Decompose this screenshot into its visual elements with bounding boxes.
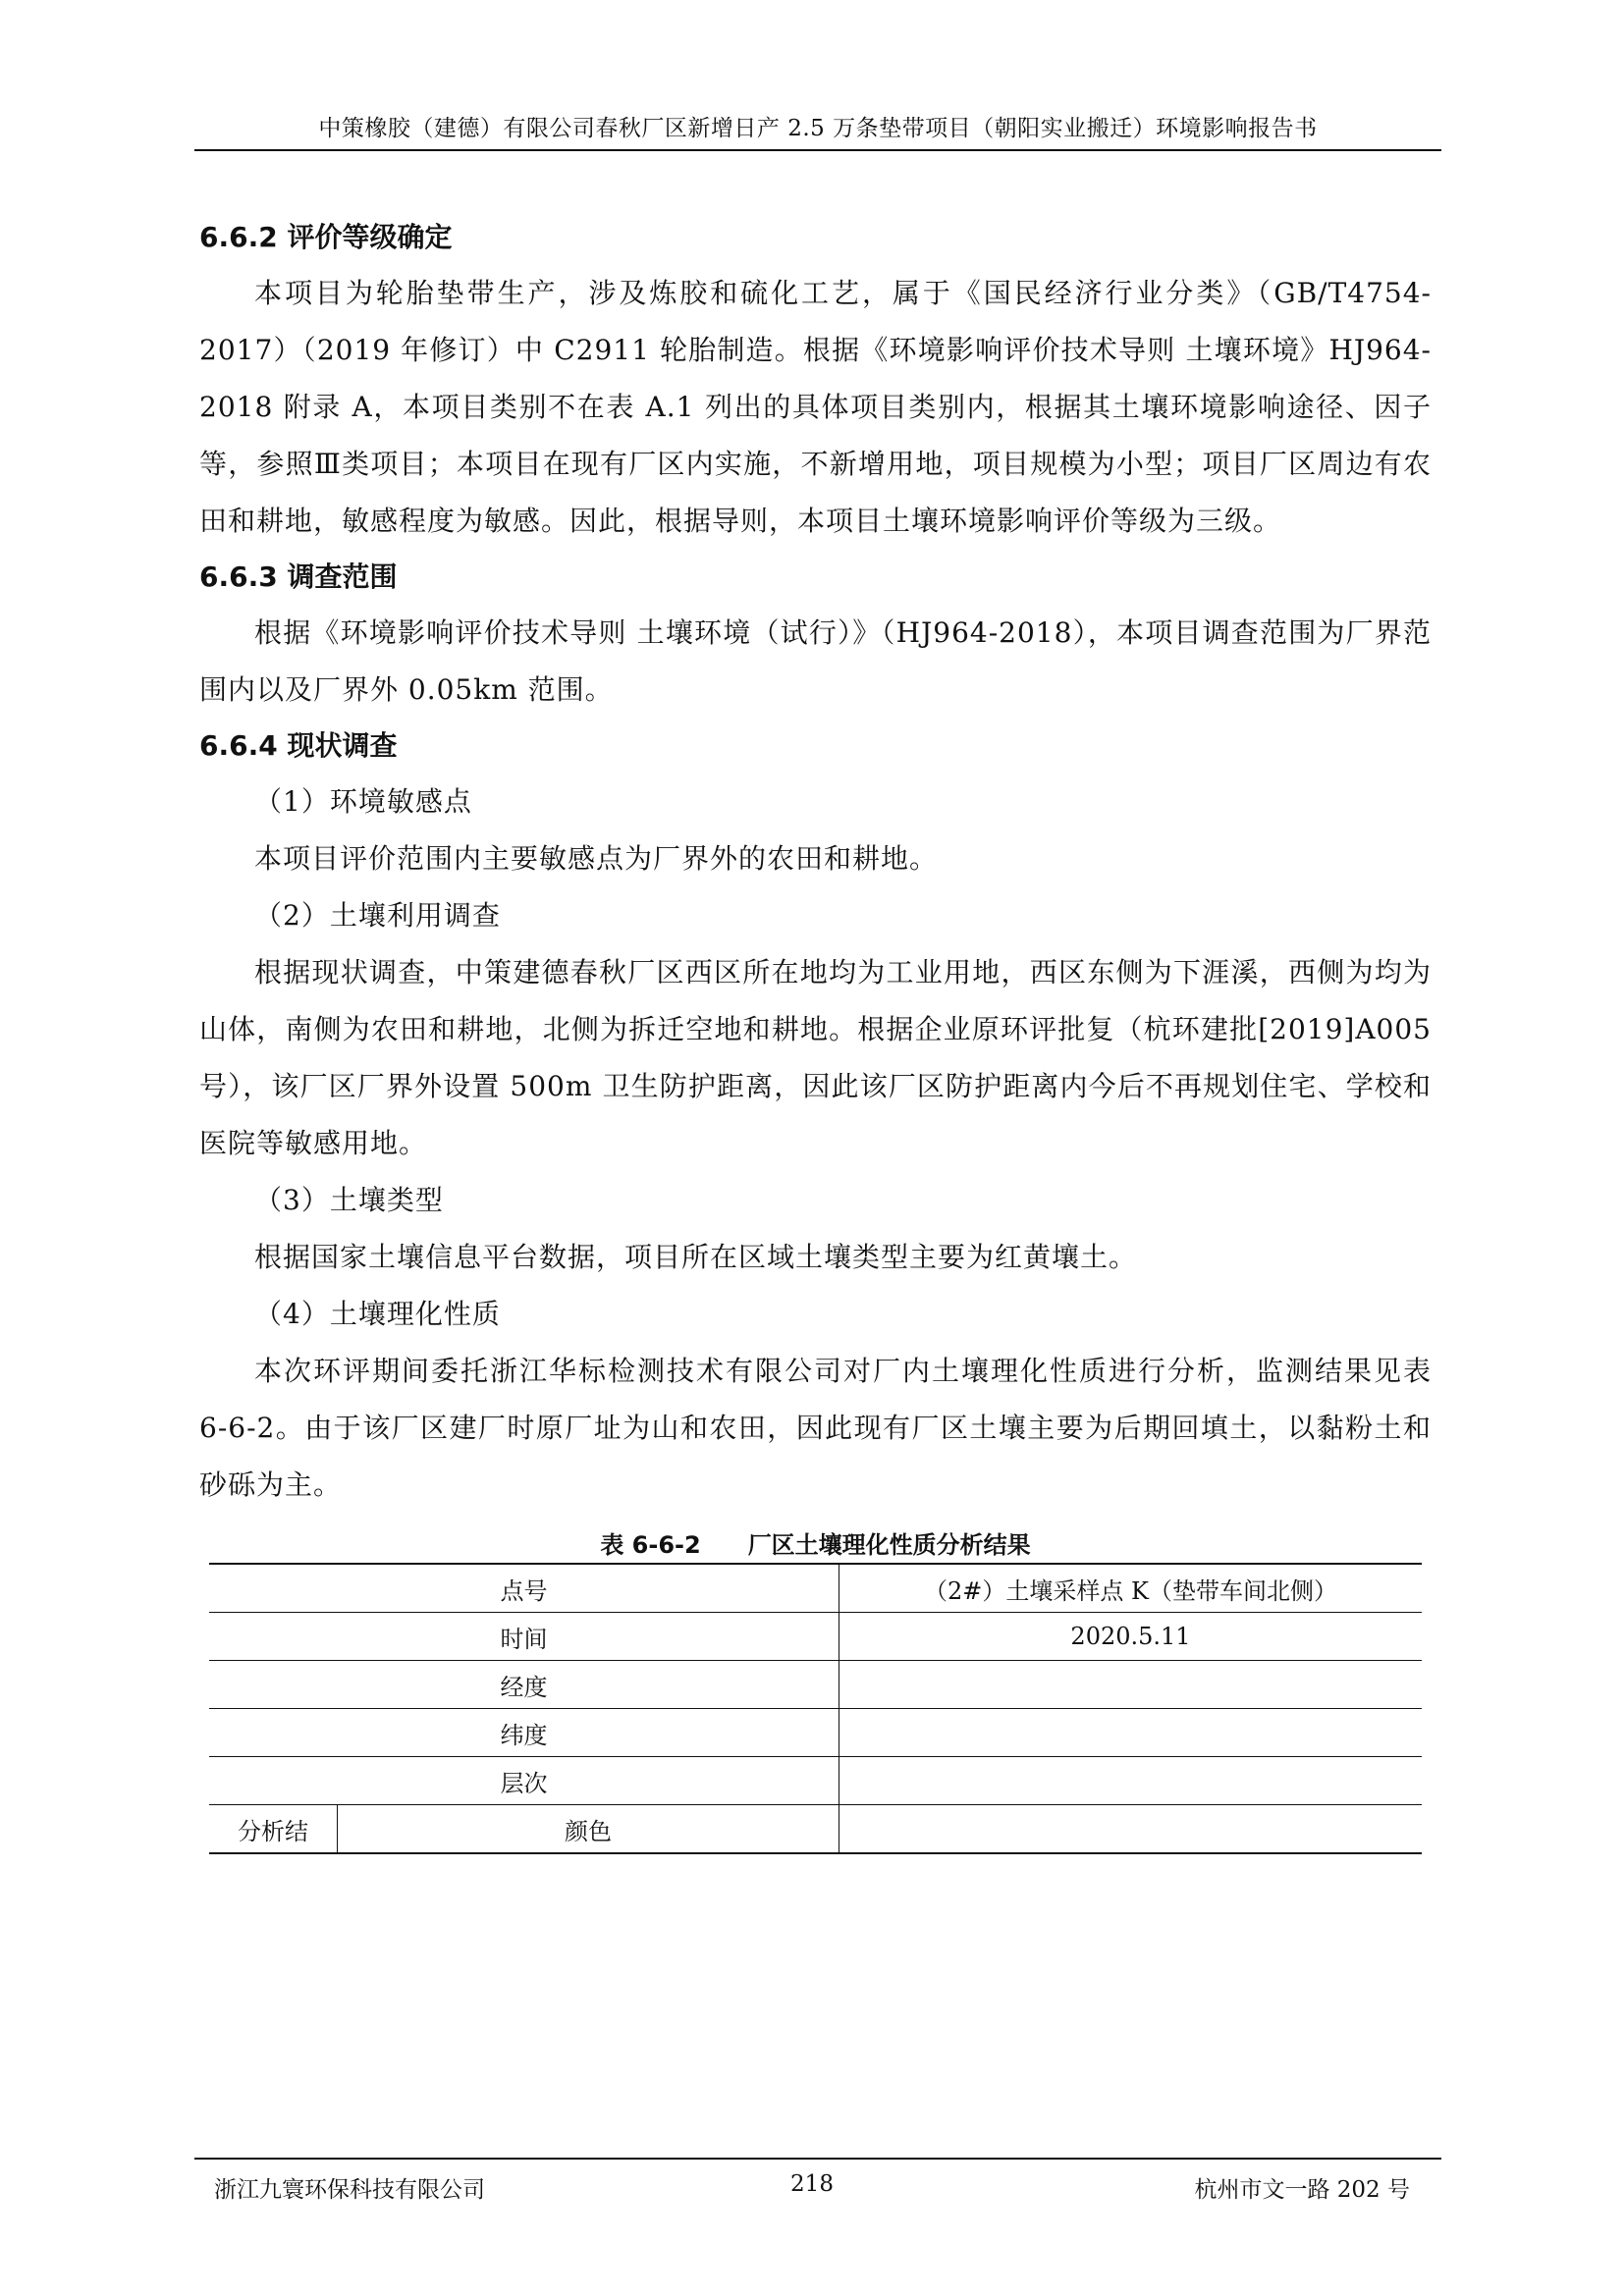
table-caption-number: 表 6-6-2: [600, 1531, 701, 1559]
paragraph-662: 本项目为轮胎垫带生产，涉及炼胶和硫化工艺，属于《国民经济行业分类》（GB/T4754-2017）（2019 年修订）中 C2911 轮胎制造。根据《环境影响评价技术导则 土壤环境》HJ964-2018 附录 A，本项目类别不在表 A.1 列出的具体项目类别内，根据其土壤环境影响途径、因子等，参照Ⅲ类项目；本项目在现有厂区内实施，不新增用地，项目规模为小型；项目厂区周边有农田和耕地，敏感程度为敏感。因此，根据导则，本项目土壤环境影响评价等级为三级。: [199, 277, 1432, 537]
table-cell-label: 点号: [209, 1564, 839, 1613]
paragraph-soil-properties: 本次环评期间委托浙江华标检测技术有限公司对厂内土壤理化性质进行分析，监测结果见表 6-6-2。由于该厂区建厂时原厂址为山和农田，因此现有厂区土壤主要为后期回填土，以黏粉土和砂砾为主。: [199, 1355, 1432, 1501]
footer-company: 浙江九寰环保科技有限公司: [214, 2177, 485, 2203]
paragraph-sensitive-points: 本项目评价范围内主要敏感点为厂界外的农田和耕地。: [254, 842, 939, 875]
section-heading-663: 6.6.3 调查范围: [199, 561, 398, 593]
section-heading-662: 6.6.2 评价等级确定: [199, 221, 453, 253]
table-row: [209, 1613, 1422, 1661]
section-heading-664: 6.6.4 现状调查: [199, 729, 398, 762]
paragraph-land-use: 根据现状调查，中策建德春秋厂区西区所在地均为工业用地，西区东侧为下涯溪，西侧为均为山体，南侧为农田和耕地，北侧为拆迁空地和耕地。根据企业原环评批复（杭环建批[2019]A005 号），该厂区厂界外设置 500m 卫生防护距离，因此该厂区防护距离内今后不再规划住宅、学校和医院等敏感用地。: [199, 956, 1432, 1159]
footer-address: 杭州市文一路 202 号: [1194, 2177, 1410, 2203]
table-cell-label: 经度: [209, 1661, 839, 1709]
table-row: [209, 1661, 1422, 1709]
table-cell-value: （2#）土壤采样点 K（垫带车间北侧）: [839, 1564, 1423, 1613]
header-rule: [194, 149, 1441, 151]
soil-analysis-table: [209, 1563, 1422, 1854]
table-cell-label: 纬度: [209, 1709, 839, 1757]
paragraph-663: 根据《环境影响评价技术导则 土壤环境（试行）》（HJ964-2018），本项目调查范围为厂界范围内以及厂界外 0.05km 范围。: [199, 616, 1432, 706]
page-content: [199, 210, 1432, 1854]
document-header: 中策橡胶（建德）有限公司春秋厂区新增日产 2.5 万条垫带项目（朝阳实业搬迁）环境影响报告书: [318, 116, 1318, 141]
table-cell-value: [839, 1805, 1423, 1854]
table-cell-value: [839, 1709, 1423, 1757]
table-cell-label: 时间: [209, 1613, 839, 1661]
subheading-sensitive-points: （1）环境敏感点: [254, 785, 472, 818]
page-number: 218: [790, 2171, 834, 2197]
table-row: [209, 1564, 1422, 1613]
subheading-soil-type: （3）土壤类型: [254, 1184, 444, 1216]
table-cell-value: [839, 1661, 1423, 1709]
table-row: [209, 1757, 1422, 1805]
subheading-soil-properties: （4）土壤理化性质: [254, 1298, 501, 1330]
table-cell-attribute: 颜色: [338, 1805, 839, 1854]
table-caption-title: 厂区土壤理化性质分析结果: [747, 1531, 1031, 1559]
table-cell-group: 分析结: [209, 1805, 338, 1854]
table-caption: [199, 1527, 1432, 1563]
table-cell-value: 2020.5.11: [839, 1613, 1423, 1661]
footer-rule: [194, 2158, 1441, 2160]
table-cell-label: 层次: [209, 1757, 839, 1805]
table-row: [209, 1709, 1422, 1757]
paragraph-soil-type: 根据国家土壤信息平台数据，项目所在区域土壤类型主要为红黄壤土。: [254, 1241, 1138, 1273]
table-row: [209, 1805, 1422, 1854]
subheading-land-use: （2）土壤利用调查: [254, 899, 501, 932]
table-cell-value: [839, 1757, 1423, 1805]
